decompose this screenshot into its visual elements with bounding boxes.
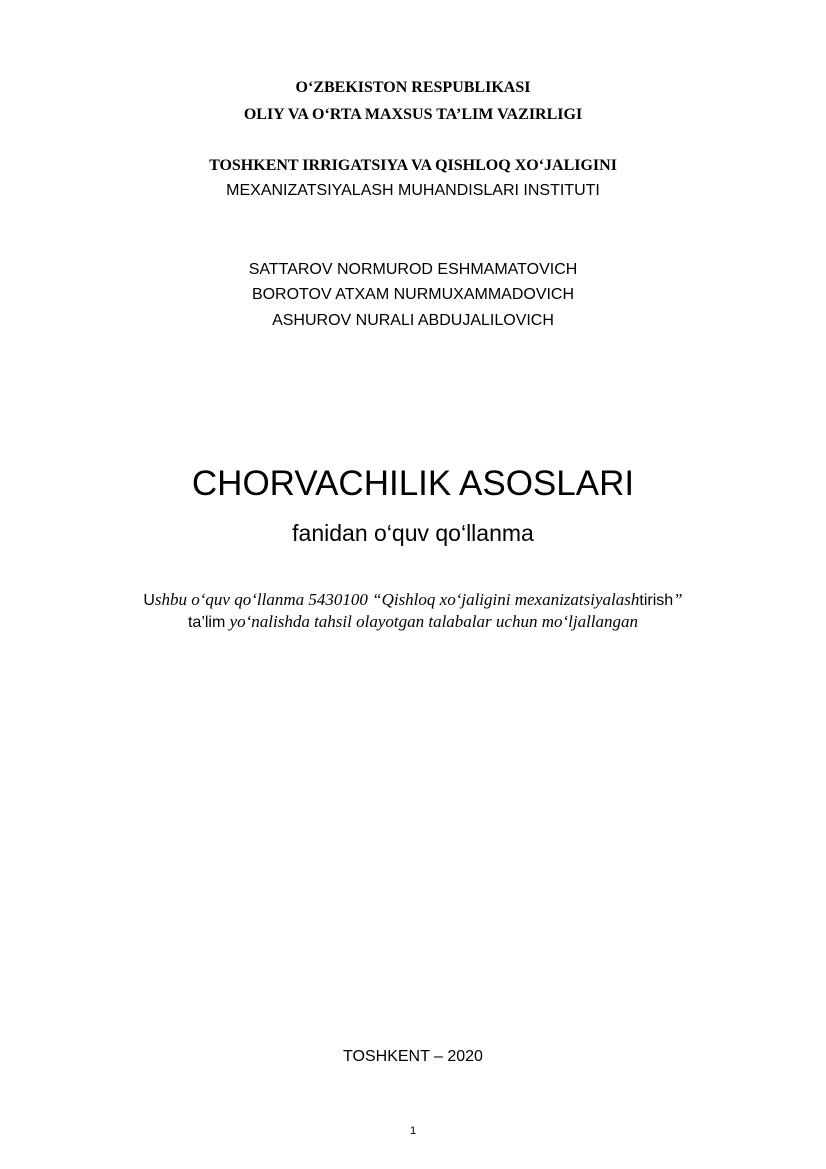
ministry-heading: OLIY VA O‘RTA MAXSUS TA’LIM VAZIRLIGI bbox=[243, 106, 583, 123]
page-number: 1 bbox=[409, 1125, 417, 1137]
description-line1-text: shbu o‘quv qo‘llanma 5430100 “Qishloq xo‘jaligini mexanizatsiyalash bbox=[154, 590, 640, 609]
description-initial: U bbox=[143, 592, 155, 609]
book-title: CHORVACHILIK ASOSLARI bbox=[191, 464, 635, 503]
description-line2-text: yo‘nalishda tahsil olayotgan talabalar uchun mo‘ljallangan bbox=[225, 612, 639, 631]
institute-heading-line2: MEXANIZATSIYALASH MUHANDISLARI INSTITUTI bbox=[226, 182, 600, 199]
author-2: BOROTOV ATXAM NURMUXAMMADOVICH bbox=[251, 286, 575, 303]
description-line1 bbox=[0, 590, 826, 610]
description-line1-end: ” bbox=[673, 590, 683, 609]
republic-heading: O‘ZBEKISTON RESPUBLIKASI bbox=[295, 79, 531, 96]
city-year: TOSHKENT – 2020 bbox=[343, 1048, 483, 1065]
description-line2-upright: ta’lim bbox=[187, 614, 226, 631]
description-line2 bbox=[0, 612, 826, 632]
author-3: ASHUROV NURALI ABDUJALILOVICH bbox=[272, 312, 554, 329]
description-line1-upright: tirish bbox=[639, 592, 674, 609]
author-1: SATTAROV NORMUROD ESHMAMATOVICH bbox=[248, 261, 578, 278]
book-subtitle: fanidan o‘quv qo‘llanma bbox=[292, 520, 534, 546]
institute-heading-line1: TOSHKENT IRRIGATSIYA VA QISHLOQ XO‘JALIGINI bbox=[209, 157, 617, 174]
